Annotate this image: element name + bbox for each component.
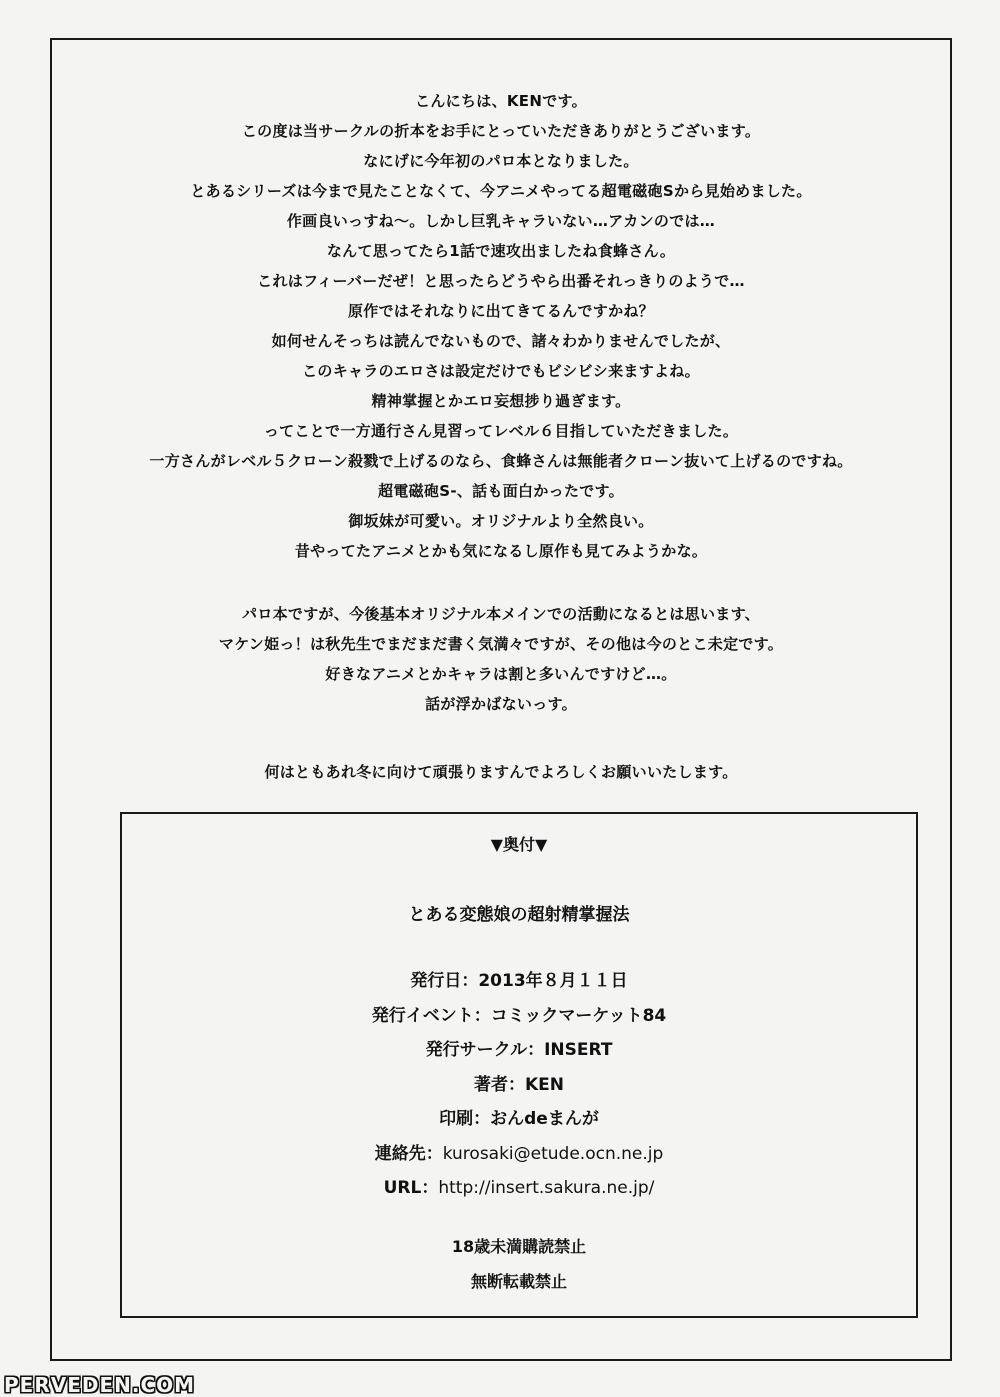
afterword-line: なんて思ってたら1話で速攻出ましたね食蜂さん。 bbox=[326, 242, 676, 260]
info-label: 連絡先： bbox=[374, 1143, 443, 1164]
age-restriction-notice: 18歳未満購読禁止 bbox=[451, 1237, 587, 1256]
colophon-heading: ▼奥付▼ bbox=[490, 835, 548, 854]
afterword-line: 御坂妹が可愛い。オリジナルより全然良い。 bbox=[348, 512, 654, 530]
afterword-line: このキャラのエロさは設定だけでもビシビシ来ますよね。 bbox=[302, 362, 700, 380]
afterword-line: とあるシリーズは今まで見たことなくて、今アニメやってる超電磁砲Sから見始めました。 bbox=[190, 182, 812, 200]
afterword-line: 話が浮かばないっす。 bbox=[425, 695, 577, 713]
info-label: 発行サークル： bbox=[425, 1040, 545, 1060]
info-label: 発行日： bbox=[410, 971, 479, 991]
afterword-line: なにげに今年初のパロ本となりました。 bbox=[363, 152, 639, 170]
publication-info bbox=[122, 964, 916, 1206]
reprint-prohibition-notice: 無断転載禁止 bbox=[470, 1272, 567, 1291]
info-value: 2013年８月１１日 bbox=[478, 971, 628, 991]
info-label: 著者： bbox=[473, 1074, 525, 1095]
afterword-line: こんにちは、KENです。 bbox=[415, 92, 587, 110]
website-url: http://insert.sakura.ne.jp/ bbox=[438, 1178, 655, 1198]
contact-email: kurosaki@etude.ocn.ne.jp bbox=[442, 1143, 664, 1164]
afterword-line: パロ本ですが、今後基本オリジナル本メインでの活動になるとは思います、 bbox=[242, 605, 760, 623]
info-printer bbox=[122, 1102, 916, 1137]
afterword-line: ってことで一方通行さん見習ってレベル６目指していただきました。 bbox=[263, 422, 739, 440]
afterword-spacer bbox=[52, 566, 950, 599]
book-title: とある変態娘の超射精掌握法 bbox=[408, 905, 630, 925]
info-label: URL： bbox=[383, 1178, 439, 1198]
info-author bbox=[122, 1068, 916, 1103]
info-value: INSERT bbox=[544, 1040, 613, 1060]
afterword-text bbox=[52, 86, 950, 787]
afterword-line: 超電磁砲S-、話も面白かったです。 bbox=[378, 482, 624, 500]
afterword-line: 一方さんがレベル５クローン殺戮で上げるのなら、食蜂さんは無能者クローン抜いて上げるのですね。 bbox=[149, 452, 853, 470]
info-circle bbox=[122, 1033, 916, 1068]
afterword-line: 精神掌握とかエロ妄想捗り過ぎます。 bbox=[371, 392, 631, 410]
colophon-box bbox=[120, 812, 918, 1318]
info-event bbox=[122, 999, 916, 1034]
info-url bbox=[122, 1171, 916, 1206]
afterword-line: 作画良いっすね～。しかし巨乳キャラいない…アカンのでは… bbox=[286, 212, 716, 230]
info-value: おんdeまんが bbox=[490, 1109, 599, 1129]
info-date bbox=[122, 964, 916, 999]
afterword-line: 原作ではそれなりに出てきてるんですかね？ bbox=[347, 302, 654, 320]
info-contact bbox=[122, 1137, 916, 1172]
info-value: KEN bbox=[524, 1074, 564, 1095]
afterword-line: これはフィーバーだぜ！と思ったらどうやら出番それっきりのようで… bbox=[257, 272, 745, 290]
site-watermark: PERVEDEN.COM bbox=[4, 1373, 196, 1397]
afterword-spacer bbox=[52, 719, 950, 757]
afterword-line: マケン姫っ！は秋先生でまだまだ書く気満々ですが、その他は今のとこ未定です。 bbox=[218, 635, 784, 653]
afterword-line: 何はともあれ冬に向けて頑張りますんでよろしくお願いいたします。 bbox=[264, 763, 738, 781]
afterword-line: 好きなアニメとかキャラは割と多いんですけど…。 bbox=[325, 665, 677, 683]
info-label: 印刷： bbox=[439, 1109, 491, 1129]
info-label: 発行イベント： bbox=[371, 1005, 491, 1026]
afterword-line: この度は当サークルの折本をお手にとっていただきありがとうございます。 bbox=[241, 122, 761, 140]
afterword-line: 如何せんそっちは読んでないもので、諸々わかりませんでしたが、 bbox=[271, 332, 731, 350]
afterword-line: 昔やってたアニメとかも気になるし原作も見てみようかな。 bbox=[294, 542, 708, 560]
info-value: コミックマーケット84 bbox=[490, 1005, 667, 1026]
